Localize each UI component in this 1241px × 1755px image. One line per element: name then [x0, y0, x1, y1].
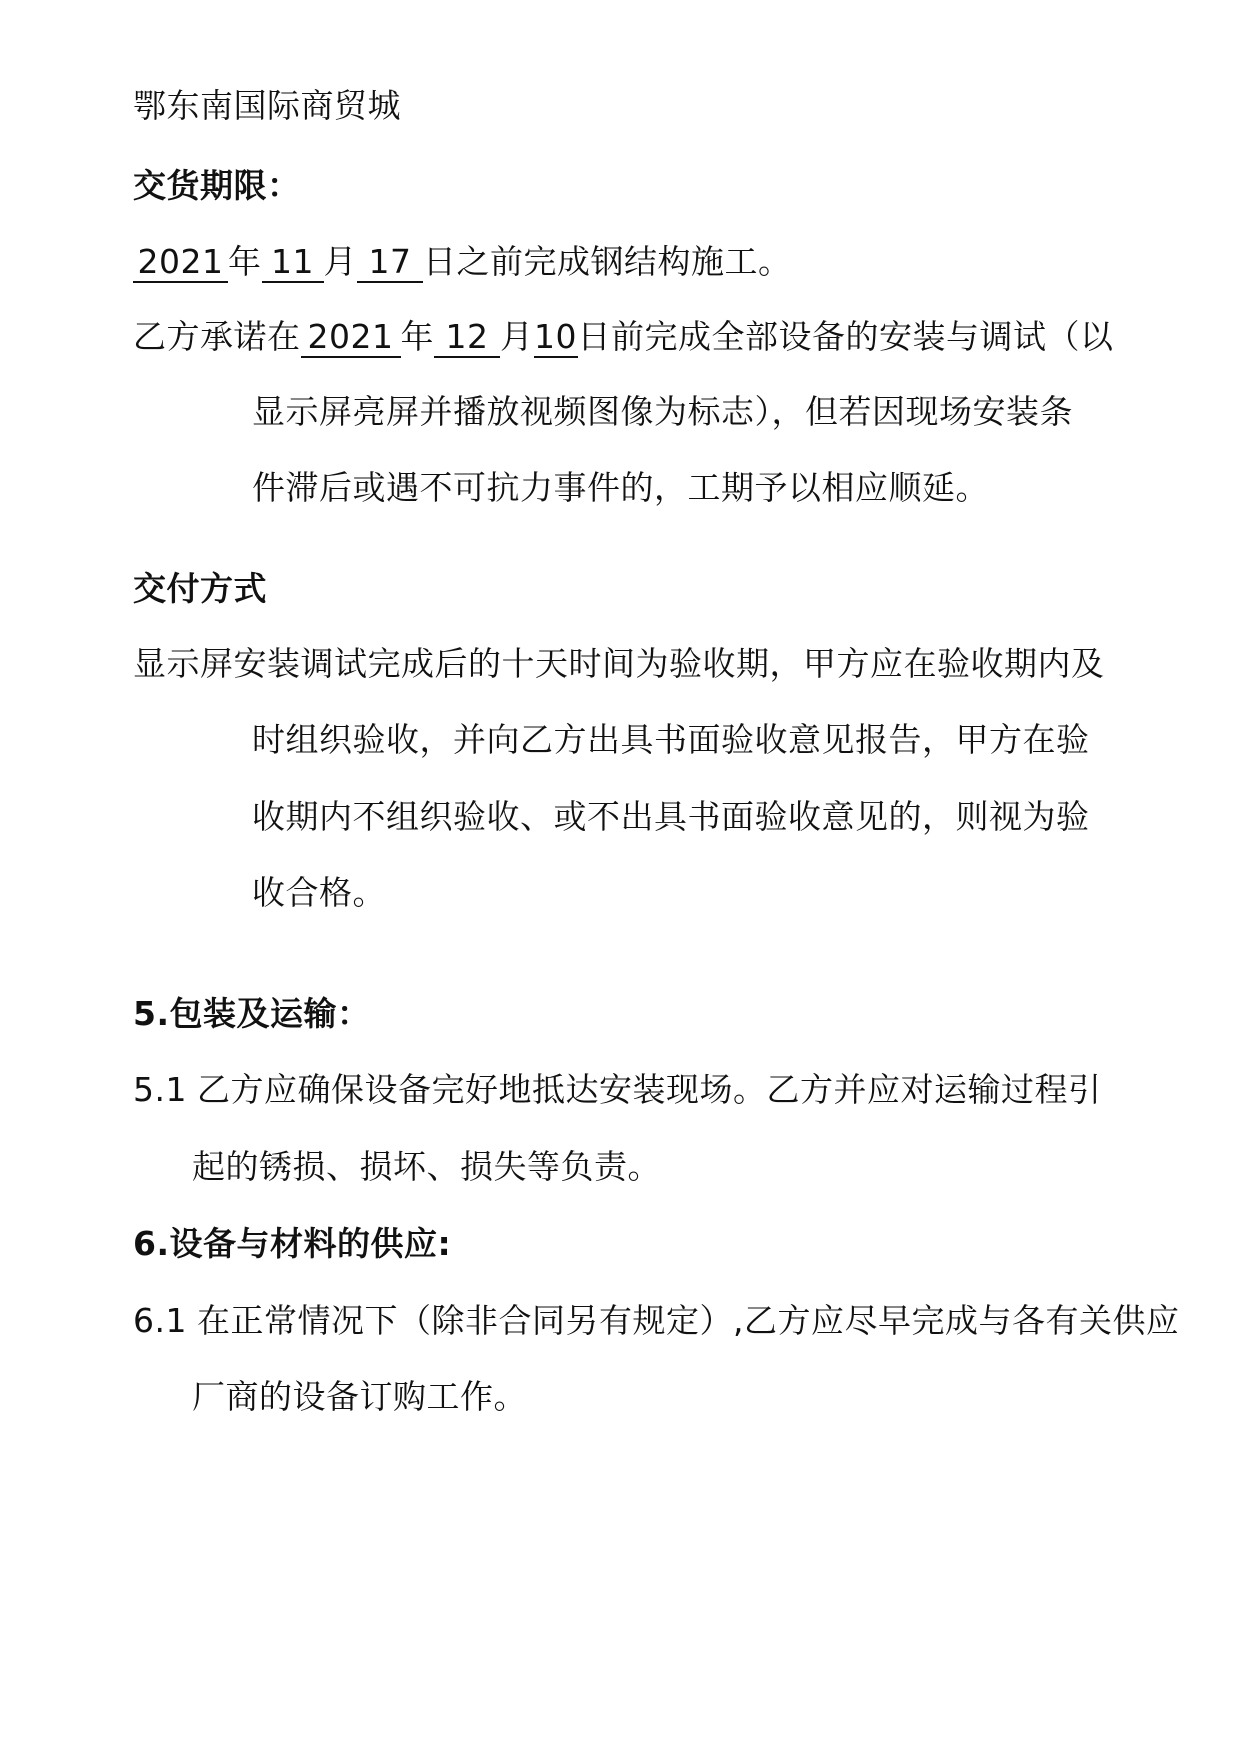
commitment-year-unit: 年 — [400, 317, 434, 356]
deadline-day: 17 — [357, 243, 423, 283]
item-6-1-text: 在正常情况下（除非合同另有规定）,乙方应尽早完成与各有关供应 — [197, 1301, 1180, 1340]
item-5-1-number: 5.1 — [133, 1070, 187, 1109]
commitment-day: 10 — [534, 317, 577, 356]
delivery-method-heading: 交付方式 — [133, 569, 267, 608]
deadline-year: 2021 — [133, 243, 228, 283]
commitment-cont-2: 件滞后或遇不可抗力事件的，工期予以相应顺延。 — [252, 468, 989, 507]
section-6-heading: 6.设备与材料的供应: — [133, 1224, 452, 1263]
item-6-1-line-2: 厂商的设备订购工作。 — [192, 1377, 527, 1416]
item-5-1-line-2: 起的锈损、损坏、损失等负责。 — [192, 1147, 661, 1186]
commitment-line — [133, 315, 1114, 359]
commitment-cont-1: 显示屏亮屏并播放视频图像为标志），但若因现场安装条 — [252, 392, 1073, 431]
deadline-year-unit: 年 — [228, 242, 262, 281]
commitment-year: 2021 — [301, 318, 401, 358]
item-5-1-line-1 — [133, 1068, 1102, 1112]
item-5-1-text: 乙方应确保设备完好地抵达安装现场。乙方并应对运输过程引 — [197, 1070, 1102, 1109]
delivery-method-line-2: 时组织验收，并向乙方出具书面验收意见报告，甲方在验 — [252, 720, 1090, 759]
item-6-1-line-1 — [133, 1299, 1180, 1343]
delivery-deadline-heading: 交货期限： — [133, 166, 301, 205]
commitment-rest: 日前完成全部设备的安装与调试（以 — [577, 317, 1114, 356]
deadline-line — [133, 240, 792, 284]
location-text: 鄂东南国际商贸城 — [133, 86, 401, 125]
delivery-method-line-3: 收期内不组织验收、或不出具书面验收意见的，则视为验 — [252, 797, 1090, 836]
commitment-month-unit: 月 — [500, 317, 534, 356]
delivery-method-line-1: 显示屏安装调试完成后的十天时间为验收期，甲方应在验收期内及 — [133, 644, 1105, 683]
delivery-method-line-4: 收合格。 — [252, 873, 386, 912]
deadline-month: 11 — [262, 243, 324, 283]
commitment-month: 12 — [434, 318, 500, 358]
deadline-month-unit: 月 — [323, 242, 357, 281]
item-6-1-number: 6.1 — [133, 1301, 187, 1340]
section-5-heading: 5.包装及运输： — [133, 994, 371, 1033]
deadline-rest: 日之前完成钢结构施工。 — [423, 242, 792, 281]
commitment-prefix: 乙方承诺在 — [133, 317, 301, 356]
